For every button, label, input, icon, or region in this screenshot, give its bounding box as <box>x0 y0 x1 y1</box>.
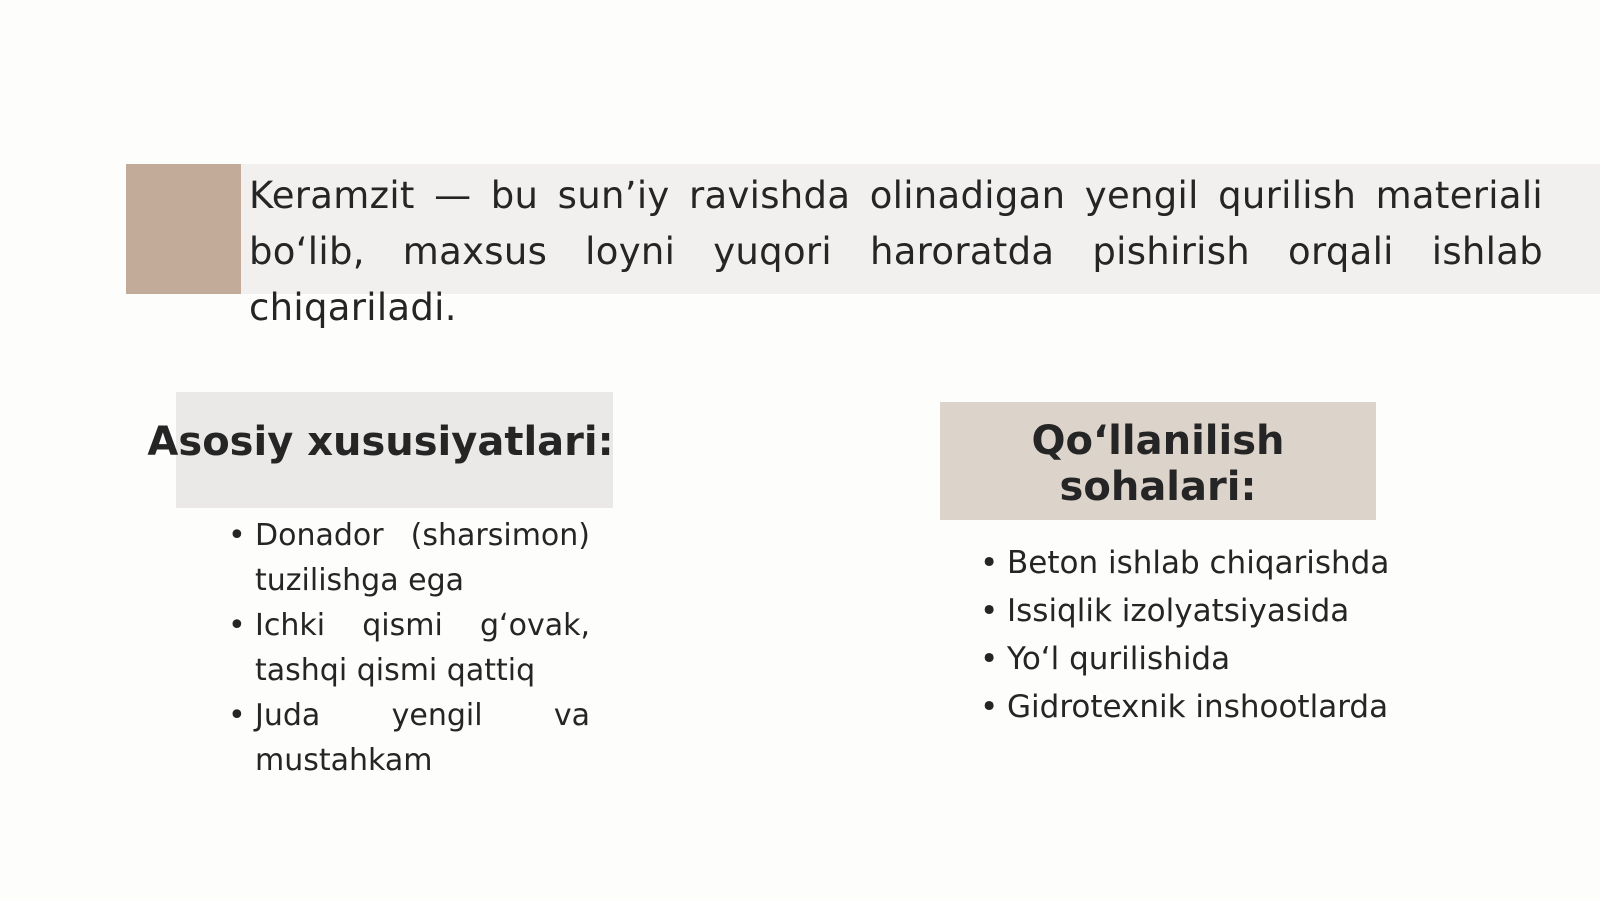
list-item: • Donador (sharsimon) tuzilishga ega <box>228 513 590 603</box>
properties-heading-box <box>147 392 614 508</box>
intro-paragraph: Keramzit — bu sun’iy ravishda olinadigan yengil qurilish materiali bo‘lib, maxsus loyni yuqori haroratda pishirish orqali ishlab chiqariladi. <box>249 174 1543 329</box>
list-item: • Ichki qismi g‘ovak, tashqi qismi qattiq <box>228 603 590 693</box>
properties-list <box>228 513 590 783</box>
applications-heading: Qo‘llanilish sohalari: <box>1031 418 1285 510</box>
list-item: • Gidrotexnik inshootlarda <box>980 683 1450 731</box>
list-item: • Juda yengil va mustahkam <box>228 693 590 783</box>
accent-block <box>126 164 241 294</box>
applications-heading-box <box>940 402 1376 520</box>
properties-heading: Asosiy xususiyatlari: <box>147 419 614 465</box>
list-item: • Yo‘l qurilishida <box>980 635 1450 683</box>
list-item: • Beton ishlab chiqarishda <box>980 539 1450 587</box>
applications-list <box>980 539 1450 731</box>
list-item: • Issiqlik izolyatsiyasida <box>980 587 1450 635</box>
